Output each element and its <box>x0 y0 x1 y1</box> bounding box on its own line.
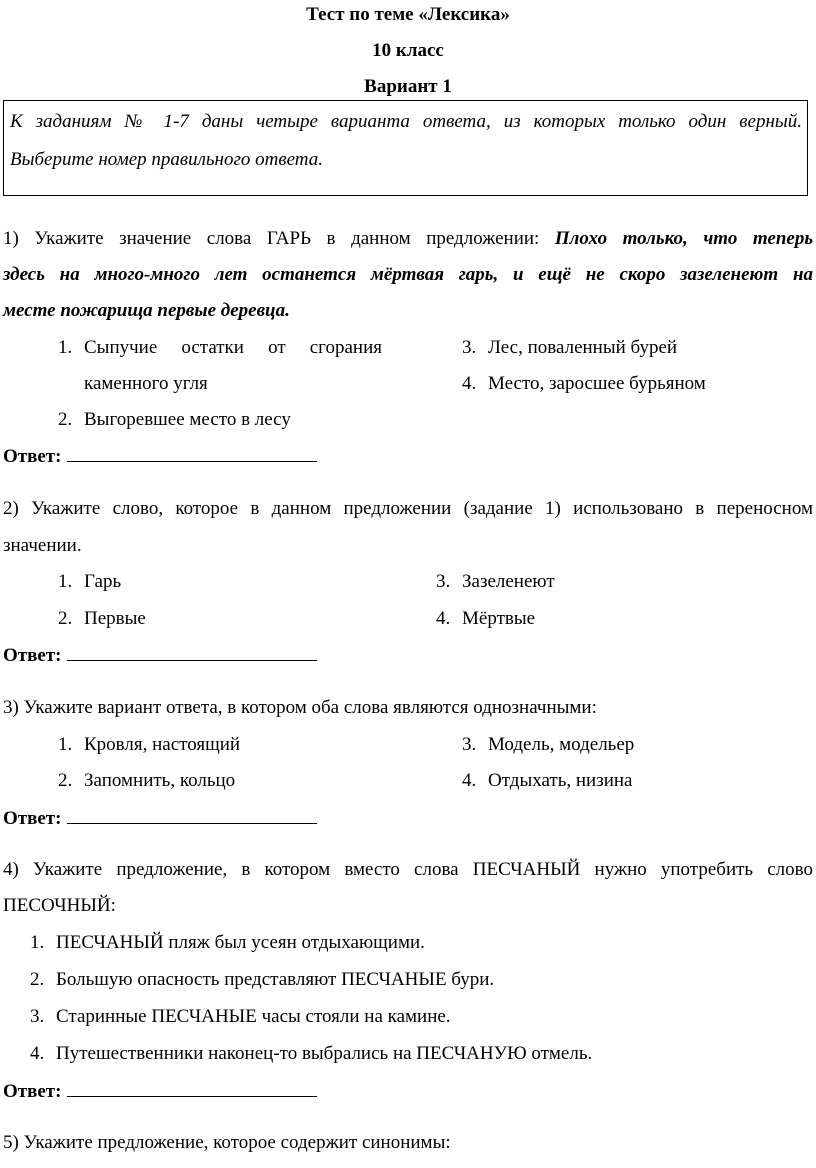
q4-answer-field[interactable] <box>67 1082 317 1097</box>
q4-option-3: 3. Старинные ПЕСЧАНЫЕ часы стояли на камине. <box>30 1006 451 1027</box>
q4-option-4: 4. Путешественники наконец-то выбрались на ПЕСЧАНУЮ отмель. <box>30 1043 593 1064</box>
instructions-line-1: К заданиям № 1-7 даны четыре варианта ответа, из которых только один верный. <box>10 111 802 132</box>
q4-option-1: 1. ПЕСЧАНЫЙ пляж был усеян отдыхающими. <box>30 932 425 953</box>
q3-option-4: 4. Отдыхать, низина <box>462 770 633 791</box>
q3-option-2: 2. Запомнить, кольцо <box>58 770 236 791</box>
q1-answer-field[interactable] <box>67 447 317 462</box>
q4-prompt-line-1: 4) Укажите предложение, в котором вместо слова ПЕСЧАНЫЙ нужно употребить слово <box>3 859 813 880</box>
q1-quote-1: Плохо только, что теперь <box>554 228 814 249</box>
q1-option-1-cont: каменного угля <box>84 373 208 394</box>
q1-option-2: 2. Выгоревшее место в лесу <box>58 409 291 430</box>
q3-option-3: 3. Модель, модельер <box>462 734 635 755</box>
q1-answer[interactable]: Ответ: <box>3 446 317 468</box>
q2-option-2: 2. Первые <box>58 608 146 629</box>
q5-prompt: 5) Укажите предложение, которое содержит синонимы: <box>3 1132 451 1153</box>
q4-prompt-line-2: ПЕСОЧНЫЙ: <box>3 895 116 916</box>
q1-prompt: 1) Укажите значение слова ГАРЬ в данном предложении: <box>3 228 540 249</box>
q2-prompt-line-1: 2) Укажите слово, которое в данном предложении (задание 1) использовано в переносном <box>3 498 813 519</box>
q2-answer-field[interactable] <box>67 646 317 661</box>
grade-label: 10 класс <box>372 40 444 61</box>
q1-option-1: 1. Сыпучие остатки от сгорания <box>58 337 382 358</box>
q4-option-2: 2. Большую опасность представляют ПЕСЧАНЫЕ бури. <box>30 969 495 990</box>
variant-label: Вариант 1 <box>364 76 452 97</box>
q3-answer[interactable]: Ответ: <box>3 808 317 830</box>
q3-answer-field[interactable] <box>67 809 317 824</box>
q3-prompt: 3) Укажите вариант ответа, в котором оба слова являются однозначными: <box>3 697 597 718</box>
q2-option-3: 3. Зазеленеют <box>436 571 555 592</box>
q1-option-4: 4. Место, заросшее бурьяном <box>462 373 706 394</box>
q2-option-4: 4. Мёртвые <box>436 608 536 629</box>
q2-answer[interactable]: Ответ: <box>3 645 317 667</box>
q2-option-1: 1. Гарь <box>58 571 122 592</box>
q3-option-1: 1. Кровля, настоящий <box>58 734 241 755</box>
q1-quote-2: здесь на много-много лет останется мёртвая гарь, и ещё не скоро зазеленеют на <box>3 264 813 285</box>
instructions-line-2: Выберите номер правильного ответа. <box>10 149 323 170</box>
instructions-box <box>3 100 808 196</box>
page-title: Тест по теме «Лексика» <box>306 4 510 25</box>
q1-prompt-line-1 <box>3 228 813 250</box>
q1-option-3: 3. Лес, поваленный бурей <box>462 337 678 358</box>
q2-prompt-line-2: значении. <box>3 535 82 556</box>
q1-quote-3: месте пожарища первые деревца. <box>3 300 290 321</box>
q4-answer[interactable]: Ответ: <box>3 1081 317 1103</box>
